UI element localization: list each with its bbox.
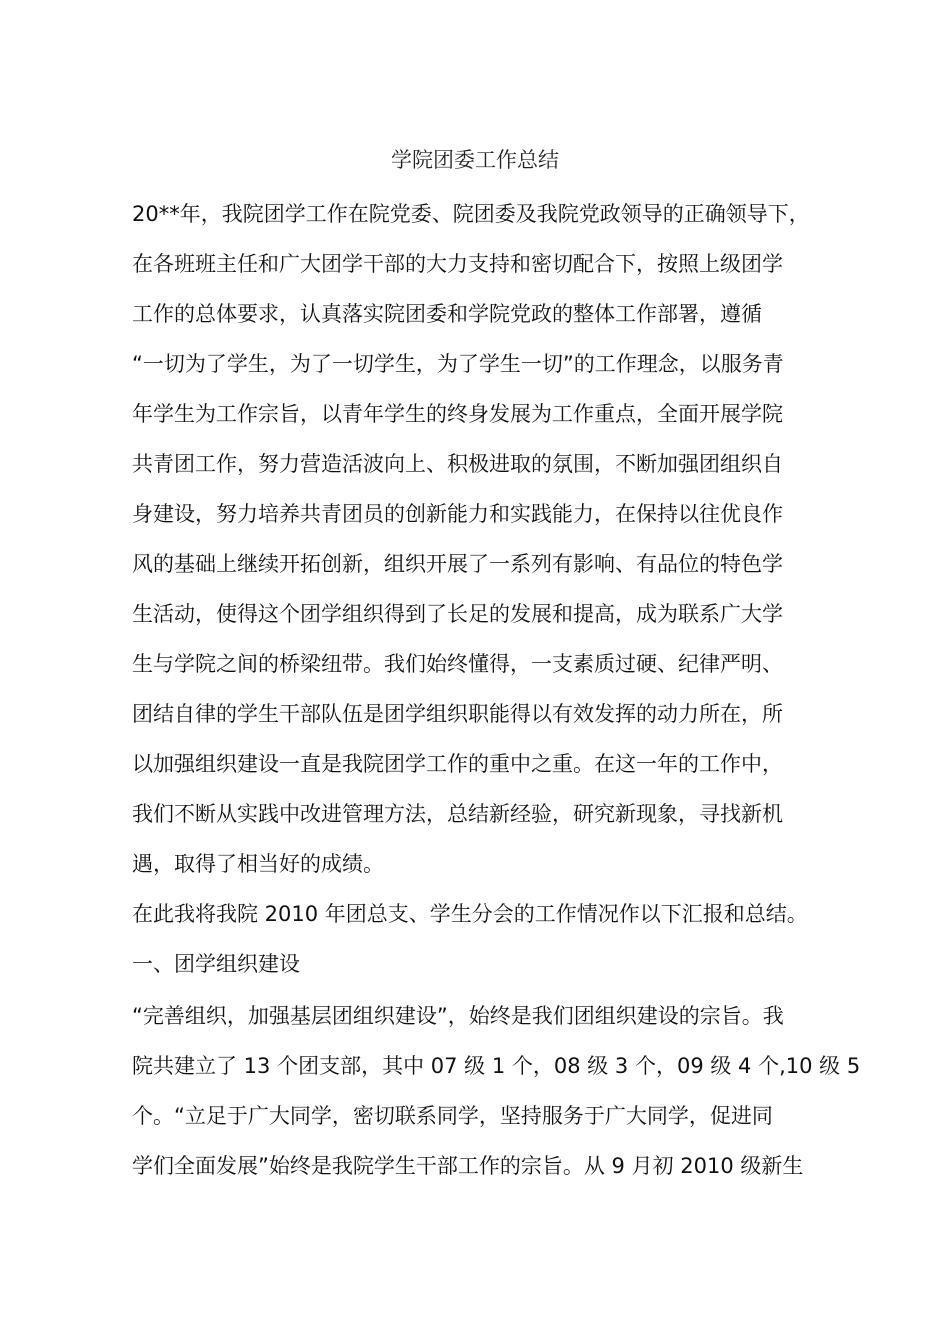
paragraph-line: 生活动，使得这个团学组织得到了长足的发展和提高，成为联系广大学 [132, 602, 783, 626]
paragraph-line: 团结自律的学生干部队伍是团学组织职能得以有效发挥的动力所在，所 [132, 702, 783, 726]
paragraph-line: 工作的总体要求，认真落实院团委和学院党政的整体工作部署，遵循 [132, 302, 762, 326]
paragraph-line: 风的基础上继续开拓创新，组织开展了一系列有影响、有品位的特色学 [132, 552, 783, 576]
paragraph-line: 院共建立了 13 个团支部，其中 07 级 1 个，08 级 3 个，09 级 4 个,10 级 5 [132, 1054, 861, 1078]
paragraph-line: 遇，取得了相当好的成绩。 [132, 852, 384, 876]
paragraph-line: “完善组织，加强基层团组织建设”，始终是我们团组织建设的宗旨。我 [132, 1004, 784, 1028]
paragraph-line: 学们全面发展”始终是我院学生干部工作的宗旨。从 9 月初 2010 级新生 [132, 1154, 804, 1178]
section-heading: 一、团学组织建设 [132, 952, 300, 976]
paragraph-line: “一切为了学生，为了一切学生，为了学生一切”的工作理念，以服务青 [132, 352, 784, 376]
paragraph-line: 个。“立足于广大同学，密切联系同学，坚持服务于广大同学，促进同 [132, 1104, 773, 1128]
paragraph-line: 生与学院之间的桥梁纽带。我们始终懂得，一支素质过硬、纪律严明、 [132, 652, 783, 676]
document-title: 学院团委工作总结 [391, 148, 559, 172]
paragraph-line: 20**年，我院团学工作在院党委、院团委及我院党政领导的正确领导下， [132, 202, 810, 226]
paragraph-line: 我们不断从实践中改进管理方法，总结新经验，研究新现象，寻找新机 [132, 802, 783, 826]
paragraph-line: 在此我将我院 2010 年团总支、学生分会的工作情况作以下汇报和总结。 [132, 902, 808, 926]
paragraph-line: 年学生为工作宗旨，以青年学生的终身发展为工作重点，全面开展学院 [132, 402, 783, 426]
paragraph-line: 共青团工作，努力营造活波向上、积极进取的氛围，不断加强团组织自 [132, 452, 783, 476]
paragraph-line: 在各班班主任和广大团学干部的大力支持和密切配合下，按照上级团学 [132, 252, 783, 276]
paragraph-line: 以加强组织建设一直是我院团学工作的重中之重。在这一年的工作中， [132, 752, 783, 776]
paragraph-line: 身建设，努力培养共青团员的创新能力和实践能力，在保持以往优良作 [132, 502, 783, 526]
